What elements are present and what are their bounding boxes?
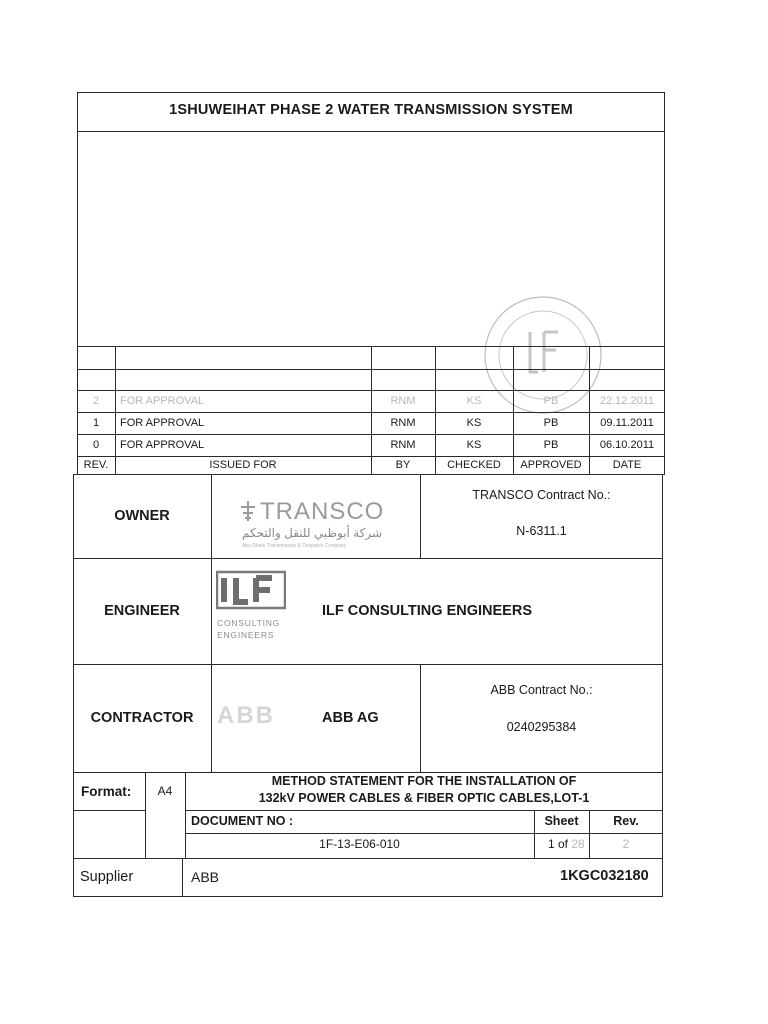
ilf-logo-sub2: ENGINEERS — [217, 630, 275, 640]
supplier-name: ABB — [191, 869, 220, 885]
supplier-label: Supplier — [80, 869, 134, 885]
contractor-label: CONTRACTOR — [90, 710, 194, 726]
owner-label: OWNER — [114, 508, 170, 524]
sheet-total: 28 — [571, 837, 585, 851]
abb-logo — [217, 704, 287, 734]
abb-contract-no: 0240295384 — [506, 720, 577, 734]
document-no-label: DOCUMENT NO : — [191, 814, 294, 828]
document-title-line1: METHOD STATEMENT FOR THE INSTALLATION OF — [271, 774, 577, 788]
transco-contract-label: TRANSCO Contract No.: — [472, 488, 611, 502]
document-no: 1F-13-E06-010 — [319, 837, 400, 851]
transco-logo-text: TRANSCO — [260, 498, 385, 525]
document-title-line2: 132kV POWER CABLES & FIBER OPTIC CABLES,LOT-1 — [258, 791, 590, 805]
transco-logo — [232, 498, 402, 553]
rev-value: 2 — [622, 837, 630, 851]
engineer-name: ILF CONSULTING ENGINEERS — [322, 603, 532, 619]
ilf-logo — [216, 570, 296, 646]
contractor-name: ABB AG — [322, 710, 379, 726]
supplier-code: 1KGC032180 — [560, 868, 649, 884]
transco-contract-no: N-6311.1 — [516, 524, 567, 538]
sheet-value: 1 of 28 — [548, 837, 585, 851]
abb-logo-text: ABB — [217, 702, 275, 729]
transco-emblem-icon — [238, 500, 258, 522]
format-label: Format: — [81, 784, 132, 799]
transco-logo-subtext: Abu Dhabi Transmission & Despatch Company — [242, 543, 347, 549]
engineer-label: ENGINEER — [104, 603, 180, 619]
project-title: 1SHUWEIHAT PHASE 2 WATER TRANSMISSION SYSTEM — [169, 102, 573, 118]
abb-contract-label: ABB Contract No.: — [490, 683, 593, 697]
title-block-sheet: 1SHUWEIHAT PHASE 2 WATER TRANSMISSION SYSTEM 2 FOR APPROVAL RNM KS PB 22.12.2011 1 FOR APPROVAL RNM KS PB 09.11.2011 0 FOR APPROVAL RNM KS PB 06.10.2011 REV. ISSUED FOR BY CHECKED APPROVED DATE OWNER TRANSCO شركة أبوظبي للنقل والتحكم Abu Dhabi Transmission & Despatch Company TRANSCO Contract No.: N-6311.1 ENGINEER CONSULTING ENGINEERS ILF CONSULTING ENGINEERS CONTRACTOR ABB ABB AG ABB Contract No.: 0240295384 Format: A4 METHOD STATEMENT FOR THE INSTALLATION OF 132kV POWER CABLES & FIBER OPTIC CABLES,LOT-1 DOCUMENT NO : 1F-13-E06-010 Sheet 1 of 28 Rev. 2 Supplier ABB 1KGC032180 — [0, 0, 768, 1024]
rev-label: Rev. — [613, 814, 639, 828]
ilf-emblem-icon — [216, 570, 286, 614]
sheet-label: Sheet — [544, 814, 579, 828]
format-value: A4 — [157, 784, 173, 798]
ilf-logo-sub1: CONSULTING — [217, 618, 281, 628]
transco-logo-arabic: شركة أبوظبي للنقل والتحكم — [242, 526, 383, 540]
ilf-logo-text — [216, 570, 217, 571]
